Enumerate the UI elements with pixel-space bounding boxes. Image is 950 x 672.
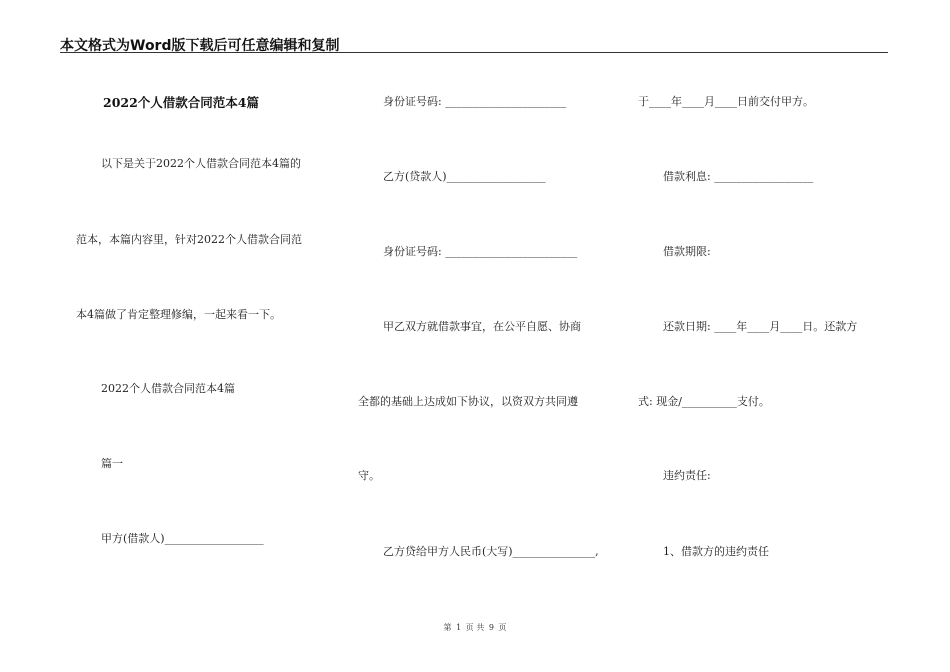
left-line-3: 本4篇做了肯定整理修编，一起来看一下。 [76, 308, 281, 321]
right-line-5: 式: 现金/__________支付。 [638, 395, 770, 408]
page-indicator [0, 622, 950, 633]
left-line-4: 2022个人借款合同范本4篇 [101, 382, 235, 395]
middle-line-2: 乙方(贷款人)__________________ [383, 170, 546, 183]
middle-line-7: 乙方贷给甲方人民币(大写)_______________, [383, 545, 599, 558]
right-line-3: 借款期限: [663, 245, 711, 258]
page-label: 第 [443, 623, 452, 632]
right-line-7: 1、借款方的违约责任 [663, 545, 769, 558]
middle-line-3: 身份证号码: ________________________ [383, 245, 578, 258]
left-line-5: 篇一 [101, 457, 123, 470]
header-title: 本文格式为Word版下载后可任意编辑和复制 [60, 38, 340, 54]
right-line-4: 还款日期: ____年____月____日。还款方 [663, 320, 858, 333]
middle-line-5: 全都的基础上达成如下协议，以资双方共同遵 [358, 395, 578, 408]
middle-line-4: 甲乙双方就借款事宜，在公平自愿、协商 [383, 320, 581, 333]
middle-line-1: 身份证号码: ______________________ [383, 95, 567, 108]
header-rule [60, 52, 888, 53]
right-line-1: 于____年____月____日前交付甲方。 [638, 95, 814, 108]
page-number: 1 [456, 623, 462, 632]
left-line-1: 以下是关于2022个人借款合同范本4篇的 [101, 157, 301, 170]
right-line-6: 违约责任: [663, 469, 711, 482]
page-separator: 页 共 [465, 623, 485, 632]
middle-line-6: 守。 [358, 469, 380, 482]
right-line-2: 借款利息: __________________ [663, 170, 814, 183]
document-title: 2022个人借款合同范本4篇 [103, 95, 259, 110]
page-suffix: 页 [498, 623, 507, 632]
left-line-6: 甲方(借款人)__________________ [101, 532, 264, 545]
page-total: 9 [488, 623, 494, 632]
left-line-2: 范本，本篇内容里，针对2022个人借款合同范 [76, 233, 302, 246]
